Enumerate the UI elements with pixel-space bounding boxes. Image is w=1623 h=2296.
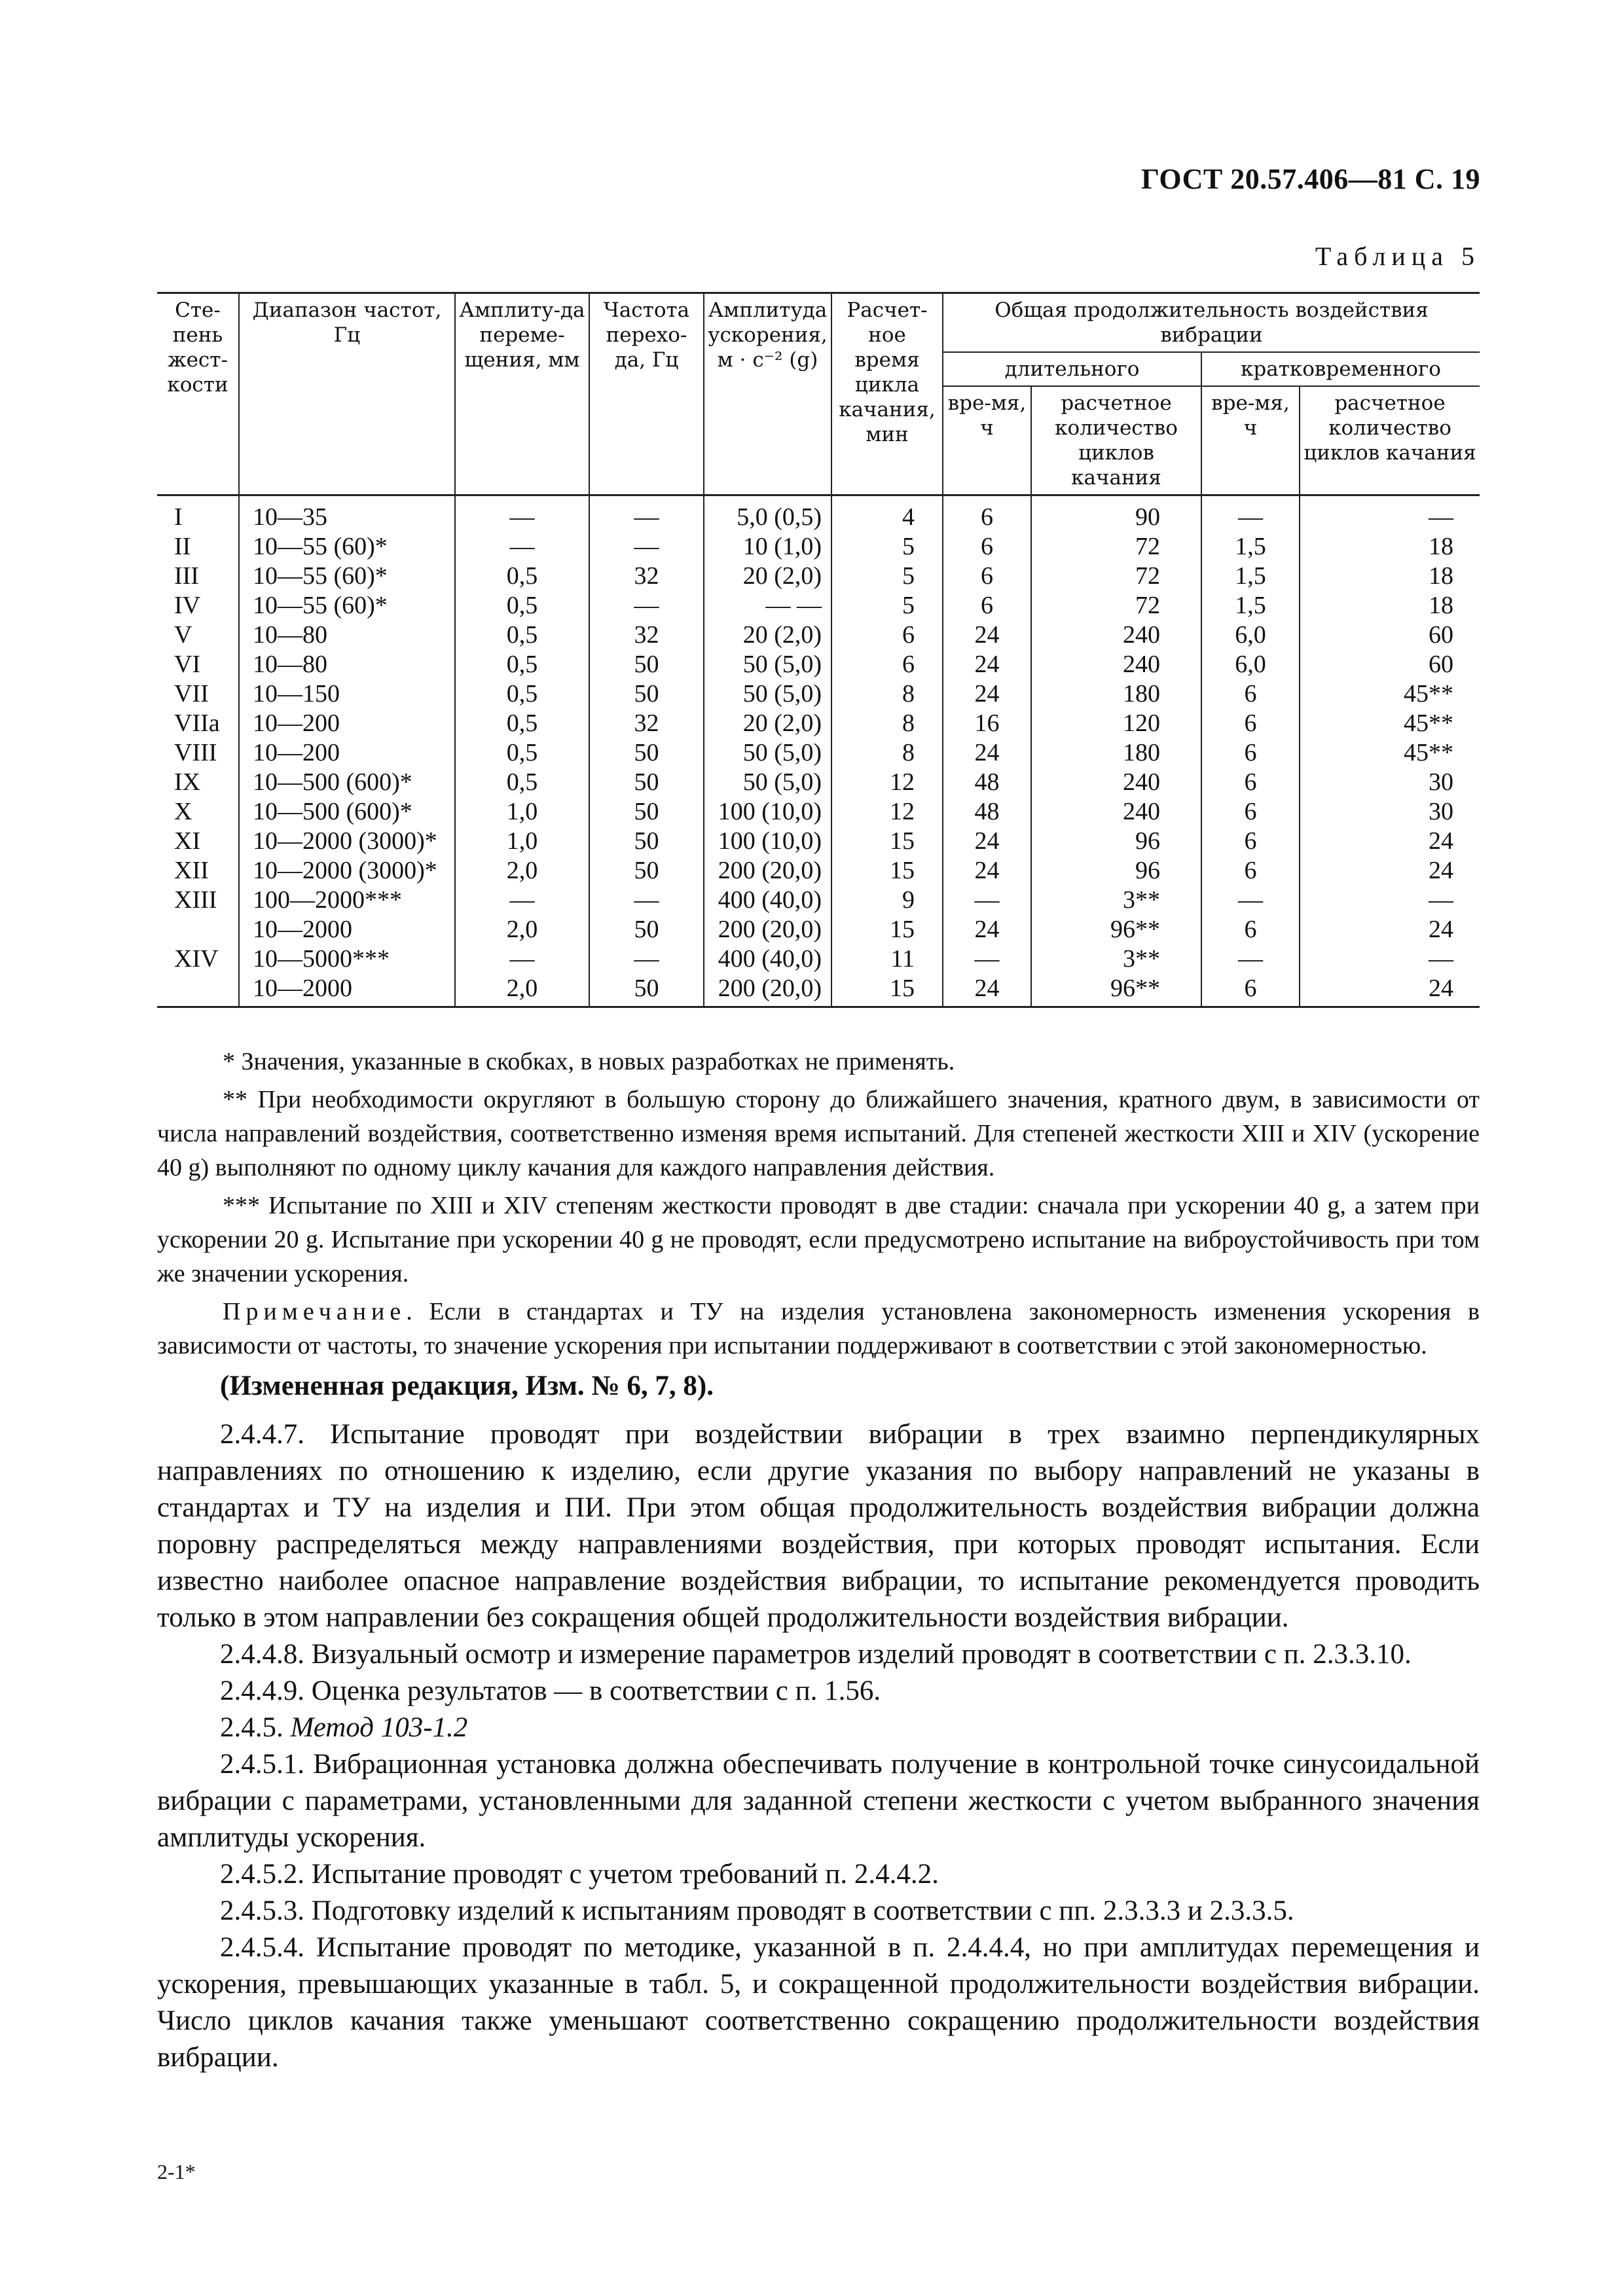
cell-crossover: 50 (589, 827, 704, 856)
cell-displacement: 0,5 (455, 709, 589, 738)
cell-displacement: 0,5 (455, 650, 589, 679)
cell-crossover: 50 (589, 974, 704, 1007)
cell-degree: IX (174, 768, 201, 796)
cell-acceleration: 20 (2,0) (704, 620, 831, 650)
header-total-duration: Общая продолжительность воздействия вибрации (943, 293, 1480, 353)
cell-freq-range: 10—500 (600)* (239, 768, 455, 797)
cell-long-time: 24 (943, 974, 1031, 1007)
cell-degree: VII (174, 680, 209, 708)
cell-cycle-time: 12 (831, 797, 943, 827)
cell-degree: II (174, 533, 191, 560)
table-container (157, 292, 1480, 1008)
page-footer-mark: 2-1* (157, 2160, 196, 2183)
cell-acceleration: 100 (10,0) (704, 797, 831, 827)
cell-long-cycles: 180 (1031, 679, 1201, 709)
cell-short-cycles: 24 (1300, 827, 1480, 856)
cell-short-cycles: — (1300, 944, 1480, 974)
cell-freq-range: 10—2000 (239, 974, 455, 1007)
cell-long-cycles: 120 (1031, 709, 1201, 738)
table-row (157, 679, 1480, 709)
cell-crossover: — (589, 495, 704, 533)
body-text (157, 1416, 1480, 2076)
cell-long-cycles: 240 (1031, 650, 1201, 679)
page-header: ГОСТ 20.57.406—81 С. 19 (1140, 163, 1480, 195)
cell-long-time: 24 (943, 856, 1031, 886)
severity-table (157, 292, 1480, 1008)
cell-long-cycles: 72 (1031, 591, 1201, 620)
cell-acceleration: 20 (2,0) (704, 562, 831, 591)
cell-degree: VI (174, 651, 201, 678)
cell-acceleration: 50 (5,0) (704, 650, 831, 679)
cell-crossover: 50 (589, 797, 704, 827)
cell-freq-range: 10—55 (60)* (239, 562, 455, 591)
cell-short-time: 6 (1201, 797, 1300, 827)
table-row (157, 944, 1480, 974)
cell-crossover: 50 (589, 856, 704, 886)
header-long-term: длительного (943, 352, 1201, 386)
cell-long-time: — (943, 886, 1031, 915)
cell-short-time: 6 (1201, 974, 1300, 1007)
cell-short-cycles: 60 (1300, 620, 1480, 650)
paragraph-2-4-5-3: 2.4.5.3. Подготовку изделий к испытаниям проводят в соответствии с пп. 2.3.3.3 и 2.3.3.5. (220, 1895, 1294, 1926)
cell-long-cycles: 3** (1031, 944, 1201, 974)
cell-long-cycles: 240 (1031, 768, 1201, 797)
cell-freq-range: 10—2000 (3000)* (239, 827, 455, 856)
cell-short-time: — (1201, 944, 1300, 974)
note-remark (157, 1295, 1480, 1363)
cell-short-cycles: — (1300, 886, 1480, 915)
cell-degree: V (174, 621, 192, 649)
table-notes (157, 1045, 1480, 1407)
cell-acceleration: 10 (1,0) (704, 532, 831, 562)
cell-crossover: 50 (589, 650, 704, 679)
cell-cycle-time: 4 (831, 495, 943, 533)
cell-long-time: 24 (943, 679, 1031, 709)
cell-long-cycles: 3** (1031, 886, 1201, 915)
cell-short-time: — (1201, 495, 1300, 533)
cell-long-cycles: 72 (1031, 562, 1201, 591)
header-long-time: вре-мя, ч (943, 386, 1031, 495)
cell-long-time: 24 (943, 650, 1031, 679)
cell-long-cycles: 96** (1031, 974, 1201, 1007)
cell-displacement: 0,5 (455, 620, 589, 650)
cell-cycle-time: 6 (831, 620, 943, 650)
cell-displacement: — (455, 532, 589, 562)
cell-displacement: — (455, 886, 589, 915)
cell-freq-range: 10—200 (239, 738, 455, 768)
table-row (157, 532, 1480, 562)
cell-displacement: 0,5 (455, 738, 589, 768)
remark-text: . Если в стандартах и ТУ на изделия установлена закономерность изменения ускорения в зависимости от частоты, то значение ускорения при испытании поддерживают в соответствии с этой закономерностью. (157, 1298, 1480, 1359)
cell-short-time: 6 (1201, 856, 1300, 886)
cell-degree: III (174, 562, 199, 590)
cell-short-time: — (1201, 886, 1300, 915)
edition-note: (Измененная редакция, Изм. № 6, 7, 8). (220, 1371, 714, 1401)
cell-crossover: — (589, 532, 704, 562)
paragraph-2-4-5-1: 2.4.5.1. Вибрационная установка должна обеспечивать получение в контрольной точке синусоидальной вибрации с параметрами, установленными для заданной степени жесткости с учетом выбранного значения амплитуды ускорения. (157, 1749, 1480, 1853)
cell-freq-range: 10—2000 (239, 915, 455, 944)
cell-short-cycles: 30 (1300, 768, 1480, 797)
cell-degree: X (174, 798, 192, 825)
cell-acceleration: 400 (40,0) (704, 944, 831, 974)
cell-short-cycles: 24 (1300, 915, 1480, 944)
cell-short-cycles: 18 (1300, 591, 1480, 620)
cell-acceleration: 20 (2,0) (704, 709, 831, 738)
cell-crossover: 32 (589, 562, 704, 591)
cell-freq-range: 10—55 (60)* (239, 532, 455, 562)
cell-short-time: 1,5 (1201, 532, 1300, 562)
cell-cycle-time: 9 (831, 886, 943, 915)
cell-cycle-time: 8 (831, 709, 943, 738)
cell-short-cycles: — (1300, 495, 1480, 533)
paragraph-2-4-4-9: 2.4.4.9. Оценка результатов — в соответствии с п. 1.56. (220, 1676, 881, 1706)
cell-acceleration: 200 (20,0) (704, 974, 831, 1007)
cell-long-cycles: 96 (1031, 856, 1201, 886)
cell-short-time: 1,5 (1201, 591, 1300, 620)
cell-acceleration: 400 (40,0) (704, 886, 831, 915)
cell-freq-range: 10—80 (239, 620, 455, 650)
table-row (157, 709, 1480, 738)
table-row (157, 591, 1480, 620)
cell-long-cycles: 180 (1031, 738, 1201, 768)
cell-short-time: 6 (1201, 827, 1300, 856)
header-short-time: вре-мя, ч (1201, 386, 1300, 495)
cell-acceleration: 200 (20,0) (704, 915, 831, 944)
cell-crossover: — (589, 944, 704, 974)
cell-crossover: 50 (589, 679, 704, 709)
cell-long-cycles: 240 (1031, 797, 1201, 827)
cell-cycle-time: 6 (831, 650, 943, 679)
cell-cycle-time: 11 (831, 944, 943, 974)
table-row (157, 562, 1480, 591)
header-short-term: кратковременного (1201, 352, 1480, 386)
cell-acceleration: 5,0 (0,5) (704, 495, 831, 533)
cell-long-cycles: 90 (1031, 495, 1201, 533)
cell-long-time: 6 (943, 562, 1031, 591)
cell-crossover: — (589, 886, 704, 915)
table-row (157, 650, 1480, 679)
method-title: Метод 103-1.2 (290, 1712, 468, 1743)
cell-long-time: 48 (943, 797, 1031, 827)
paragraph-2-4-4-7: 2.4.4.7. Испытание проводят при воздействии вибрации в трех взаимно перпендикулярных направлениях по отношению к изделию, если другие указания по выбору направлений не указаны в стандартах и ТУ на изделия и ПИ. При этом общая продолжительность воздействия вибрации должна поровну распределяться между направлениями воздействия, при которых проводят испытания. Если известно наиболее опасное направление воздействия вибрации, то испытание рекомендуется проводить только в этом направлении без сокращения общей продолжительности воздействия вибрации. (157, 1419, 1480, 1633)
header-degree: Сте-пень жест-кости (157, 293, 239, 495)
cell-long-cycles: 240 (1031, 620, 1201, 650)
cell-cycle-time: 15 (831, 974, 943, 1007)
cell-long-time: 24 (943, 738, 1031, 768)
cell-short-cycles: 30 (1300, 797, 1480, 827)
cell-displacement: 0,5 (455, 679, 589, 709)
cell-freq-range: 10—35 (239, 495, 455, 533)
cell-crossover: 50 (589, 768, 704, 797)
table-row (157, 974, 1480, 1007)
cell-crossover: 50 (589, 738, 704, 768)
paragraph-2-4-5 (157, 1710, 1480, 1746)
header-acceleration: Амплитуда ускорения, м · с⁻² (g) (704, 293, 831, 495)
cell-short-time: 6 (1201, 709, 1300, 738)
cell-crossover: 50 (589, 915, 704, 944)
note-triple-star: *** Испытание по XIII и XIV степеням жесткости проводят в две стадии: сначала при ускорении 40 g, а затем при ускорении 20 g. Испытание при ускорении 40 g не проводят, если предусмотрено испытание на виброустойчивость при том же значении ускорения. (157, 1192, 1480, 1287)
header-short-cycles: расчетное количество циклов качания (1300, 386, 1480, 495)
table-row (157, 620, 1480, 650)
cell-displacement: 1,0 (455, 827, 589, 856)
cell-short-time: 6 (1201, 738, 1300, 768)
cell-freq-range: 10—80 (239, 650, 455, 679)
cell-short-cycles: 18 (1300, 562, 1480, 591)
cell-long-time: 24 (943, 620, 1031, 650)
cell-cycle-time: 5 (831, 562, 943, 591)
cell-displacement: 0,5 (455, 768, 589, 797)
cell-cycle-time: 5 (831, 532, 943, 562)
cell-long-time: 6 (943, 532, 1031, 562)
cell-displacement: 2,0 (455, 915, 589, 944)
table-row (157, 827, 1480, 856)
cell-displacement: — (455, 495, 589, 533)
cell-degree: XII (174, 857, 209, 884)
cell-short-cycles: 24 (1300, 974, 1480, 1007)
cell-displacement: 2,0 (455, 974, 589, 1007)
cell-freq-range: 10—150 (239, 679, 455, 709)
cell-acceleration: 50 (5,0) (704, 679, 831, 709)
table-row (157, 495, 1480, 533)
cell-long-time: 48 (943, 768, 1031, 797)
cell-short-cycles: 24 (1300, 856, 1480, 886)
cell-displacement: 0,5 (455, 562, 589, 591)
cell-short-time: 6,0 (1201, 620, 1300, 650)
paragraph-2-4-4-8: 2.4.4.8. Визуальный осмотр и измерение параметров изделий проводят в соответствии с п. 2.3.3.10. (220, 1639, 1412, 1670)
cell-long-time: 16 (943, 709, 1031, 738)
cell-cycle-time: 12 (831, 768, 943, 797)
cell-short-cycles: 45** (1300, 738, 1480, 768)
header-displacement: Амплиту-да переме-щения, мм (455, 293, 589, 495)
cell-short-cycles: 60 (1300, 650, 1480, 679)
cell-acceleration: 100 (10,0) (704, 827, 831, 856)
header-long-cycles: расчетное количество циклов качания (1031, 386, 1201, 495)
table-row (157, 856, 1480, 886)
cell-short-time: 1,5 (1201, 562, 1300, 591)
table-row (157, 915, 1480, 944)
cell-crossover: — (589, 591, 704, 620)
header-crossover: Частота перехо-да, Гц (589, 293, 704, 495)
cell-short-cycles: 45** (1300, 709, 1480, 738)
cell-displacement: 2,0 (455, 856, 589, 886)
cell-degree: VIII (174, 739, 217, 766)
cell-freq-range: 10—500 (600)* (239, 797, 455, 827)
cell-short-time: 6,0 (1201, 650, 1300, 679)
cell-acceleration: 50 (5,0) (704, 768, 831, 797)
cell-cycle-time: 15 (831, 827, 943, 856)
cell-long-time: 6 (943, 495, 1031, 533)
cell-freq-range: 10—55 (60)* (239, 591, 455, 620)
cell-degree: I (174, 503, 183, 531)
paragraph-2-4-5-2: 2.4.5.2. Испытание проводят с учетом требований п. 2.4.4.2. (220, 1859, 939, 1890)
cell-acceleration: 50 (5,0) (704, 738, 831, 768)
cell-displacement: 0,5 (455, 591, 589, 620)
table-body (157, 495, 1480, 1007)
cell-long-cycles: 96** (1031, 915, 1201, 944)
cell-cycle-time: 5 (831, 591, 943, 620)
cell-long-cycles: 72 (1031, 532, 1201, 562)
paragraph-2-4-5-4: 2.4.5.4. Испытание проводят по методике, указанной в п. 2.4.4.4, но при амплитудах перемещения и ускорения, превышающих указанные в табл. 5, и сокращенной продолжительности воздействия вибрации. Число циклов качания также уменьшают соответственно сокращению продолжительности воздействия вибрации. (157, 1932, 1480, 2073)
cell-cycle-time: 15 (831, 856, 943, 886)
header-cycle-time: Расчет-ное время цикла качания, мин (831, 293, 943, 495)
cell-cycle-time: 8 (831, 738, 943, 768)
cell-cycle-time: 8 (831, 679, 943, 709)
cell-freq-range: 100—2000*** (239, 886, 455, 915)
cell-degree: XI (174, 827, 201, 855)
cell-long-time: 6 (943, 591, 1031, 620)
table-row (157, 886, 1480, 915)
cell-long-time: 24 (943, 915, 1031, 944)
cell-short-cycles: 18 (1300, 532, 1480, 562)
table-row (157, 738, 1480, 768)
cell-freq-range: 10—200 (239, 709, 455, 738)
cell-displacement: — (455, 944, 589, 974)
cell-short-time: 6 (1201, 915, 1300, 944)
table-row (157, 768, 1480, 797)
cell-degree: IV (174, 592, 201, 619)
header-freq-range: Диапазон частот, Гц (239, 293, 455, 495)
cell-crossover: 32 (589, 709, 704, 738)
cell-short-time: 6 (1201, 679, 1300, 709)
cell-crossover: 32 (589, 620, 704, 650)
cell-long-time: — (943, 944, 1031, 974)
note-single-star: * Значения, указанные в скобках, в новых разработках не применять. (223, 1048, 955, 1075)
cell-long-time: 24 (943, 827, 1031, 856)
section-number: 2.4.5. (220, 1712, 291, 1743)
cell-degree: VIIa (174, 709, 220, 737)
cell-displacement: 1,0 (455, 797, 589, 827)
cell-acceleration: 200 (20,0) (704, 856, 831, 886)
cell-degree (157, 974, 239, 1007)
remark-label: Примечание (223, 1298, 407, 1325)
cell-acceleration: — — (704, 591, 831, 620)
table-caption: Таблица 5 (1315, 242, 1480, 271)
cell-short-time: 6 (1201, 768, 1300, 797)
cell-freq-range: 10—2000 (3000)* (239, 856, 455, 886)
cell-long-cycles: 96 (1031, 827, 1201, 856)
cell-freq-range: 10—5000*** (239, 944, 455, 974)
cell-degree: XIII (174, 886, 217, 914)
note-double-star: ** При необходимости округляют в большую сторону до ближайшего значения, кратного двум, в зависимости от числа направлений воздействия, соответственно изменяя время испытаний. Для степеней жесткости XIII и XIV (ускорение 40 g) выполняют по одному циклу качания для каждого направления действия. (157, 1086, 1480, 1181)
cell-degree (157, 915, 239, 944)
table-row (157, 797, 1480, 827)
cell-short-cycles: 45** (1300, 679, 1480, 709)
cell-degree: XIV (174, 945, 219, 973)
cell-cycle-time: 15 (831, 915, 943, 944)
